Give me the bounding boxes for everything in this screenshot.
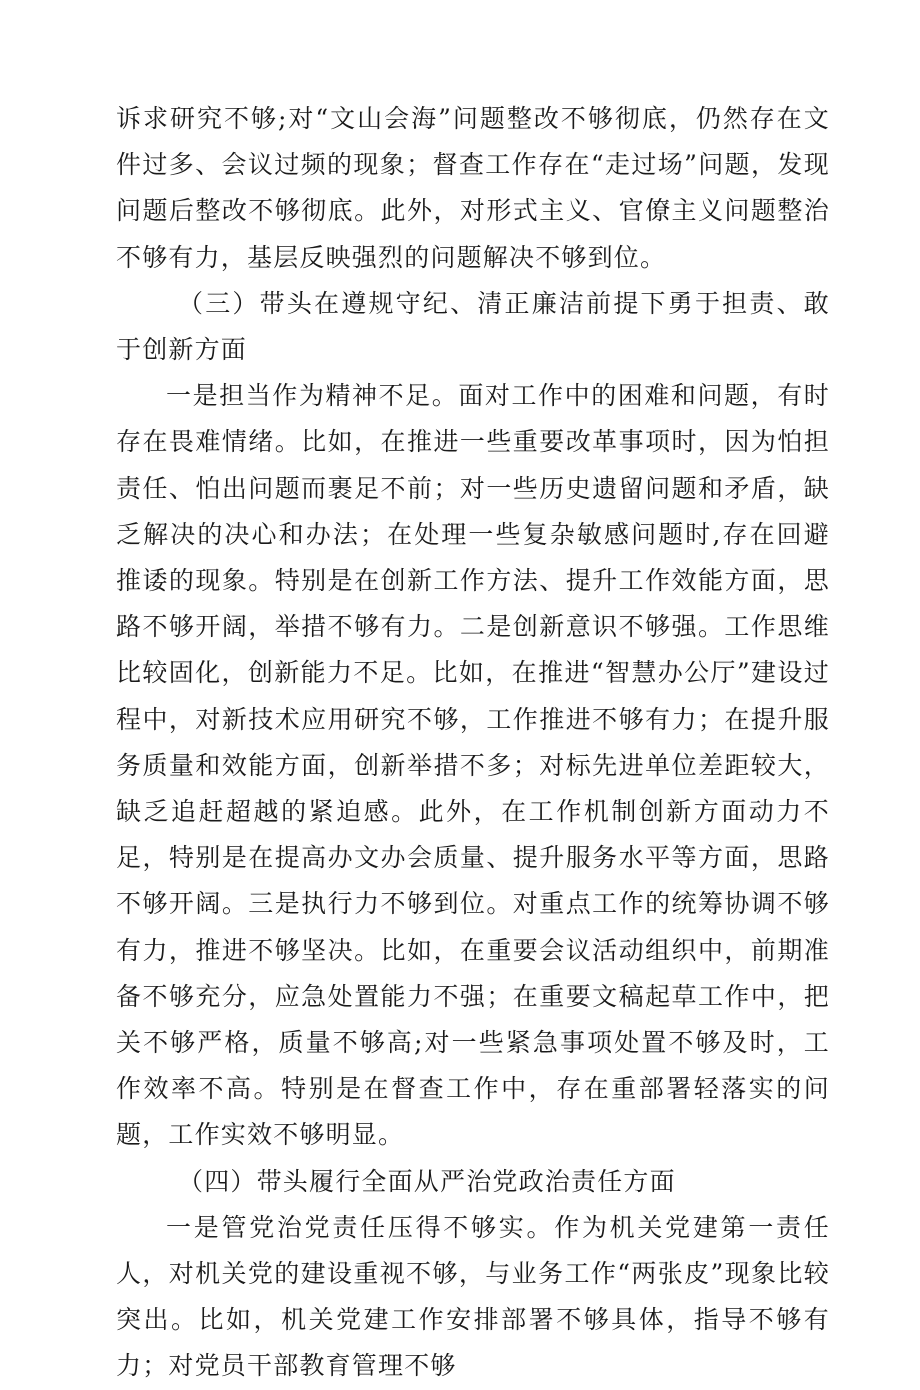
paragraph-section-4-body: 一是管党治党责任压得不够实。作为机关党建第一责任人，对机关党的建设重视不够，与业务工作“两张皮”现象比较突出。比如，机关党建工作安排部署不够具体，指导不够有力；对党员干部教育管理不够: [116, 1212, 830, 1381]
document-body: [116, 96, 830, 1390]
paragraph-section-3-body: 一是担当作为精神不足。面对工作中的困难和问题，有时存在畏难情绪。比如，在推进一些重要改革事项时，因为怕担责任、怕出问题而裹足不前；对一些历史遗留问题和矛盾，缺乏解决的决心和办法；在处理一些复杂敏感问题时,存在回避推诿的现象。特别是在创新工作方法、提升工作效能方面，思路不够开阔，举措不够有力。二是创新意识不够强。工作思维比较固化，创新能力不足。比如，在推进“智慧办公厅”建设过程中，对新技术应用研究不够，工作推进不够有力；在提升服务质量和效能方面，创新举措不多；对标先进单位差距较大，缺乏追赶超越的紧迫感。此外，在工作机制创新方面动力不足，特别是在提高办文办会质量、提升服务水平等方面，思路不够开阔。三是执行力不够到位。对重点工作的统筹协调不够有力，推进不够坚决。比如，在重要会议活动组织中，前期准备不够充分，应急处置能力不强；在重要文稿起草工作中，把关不够严格，质量不够高;对一些紧急事项处置不够及时，工作效率不高。特别是在督查工作中，存在重部署轻落实的问题，工作实效不够明显。: [116, 381, 830, 1150]
section-heading-3: （三）带头在遵规守纪、清正廉洁前提下勇于担责、敢于创新方面: [116, 288, 830, 365]
section-heading-4: （四）带头履行全面从严治党政治责任方面: [178, 1166, 676, 1196]
paragraph-continuation: 诉求研究不够;对“文山会海”问题整改不够彻底，仍然存在文件过多、会议过频的现象；督查工作存在“走过场”问题，发现问题后整改不够彻底。此外，对形式主义、官僚主义问题整治不够有力，基层反映强烈的问题解决不够到位。: [116, 104, 830, 272]
